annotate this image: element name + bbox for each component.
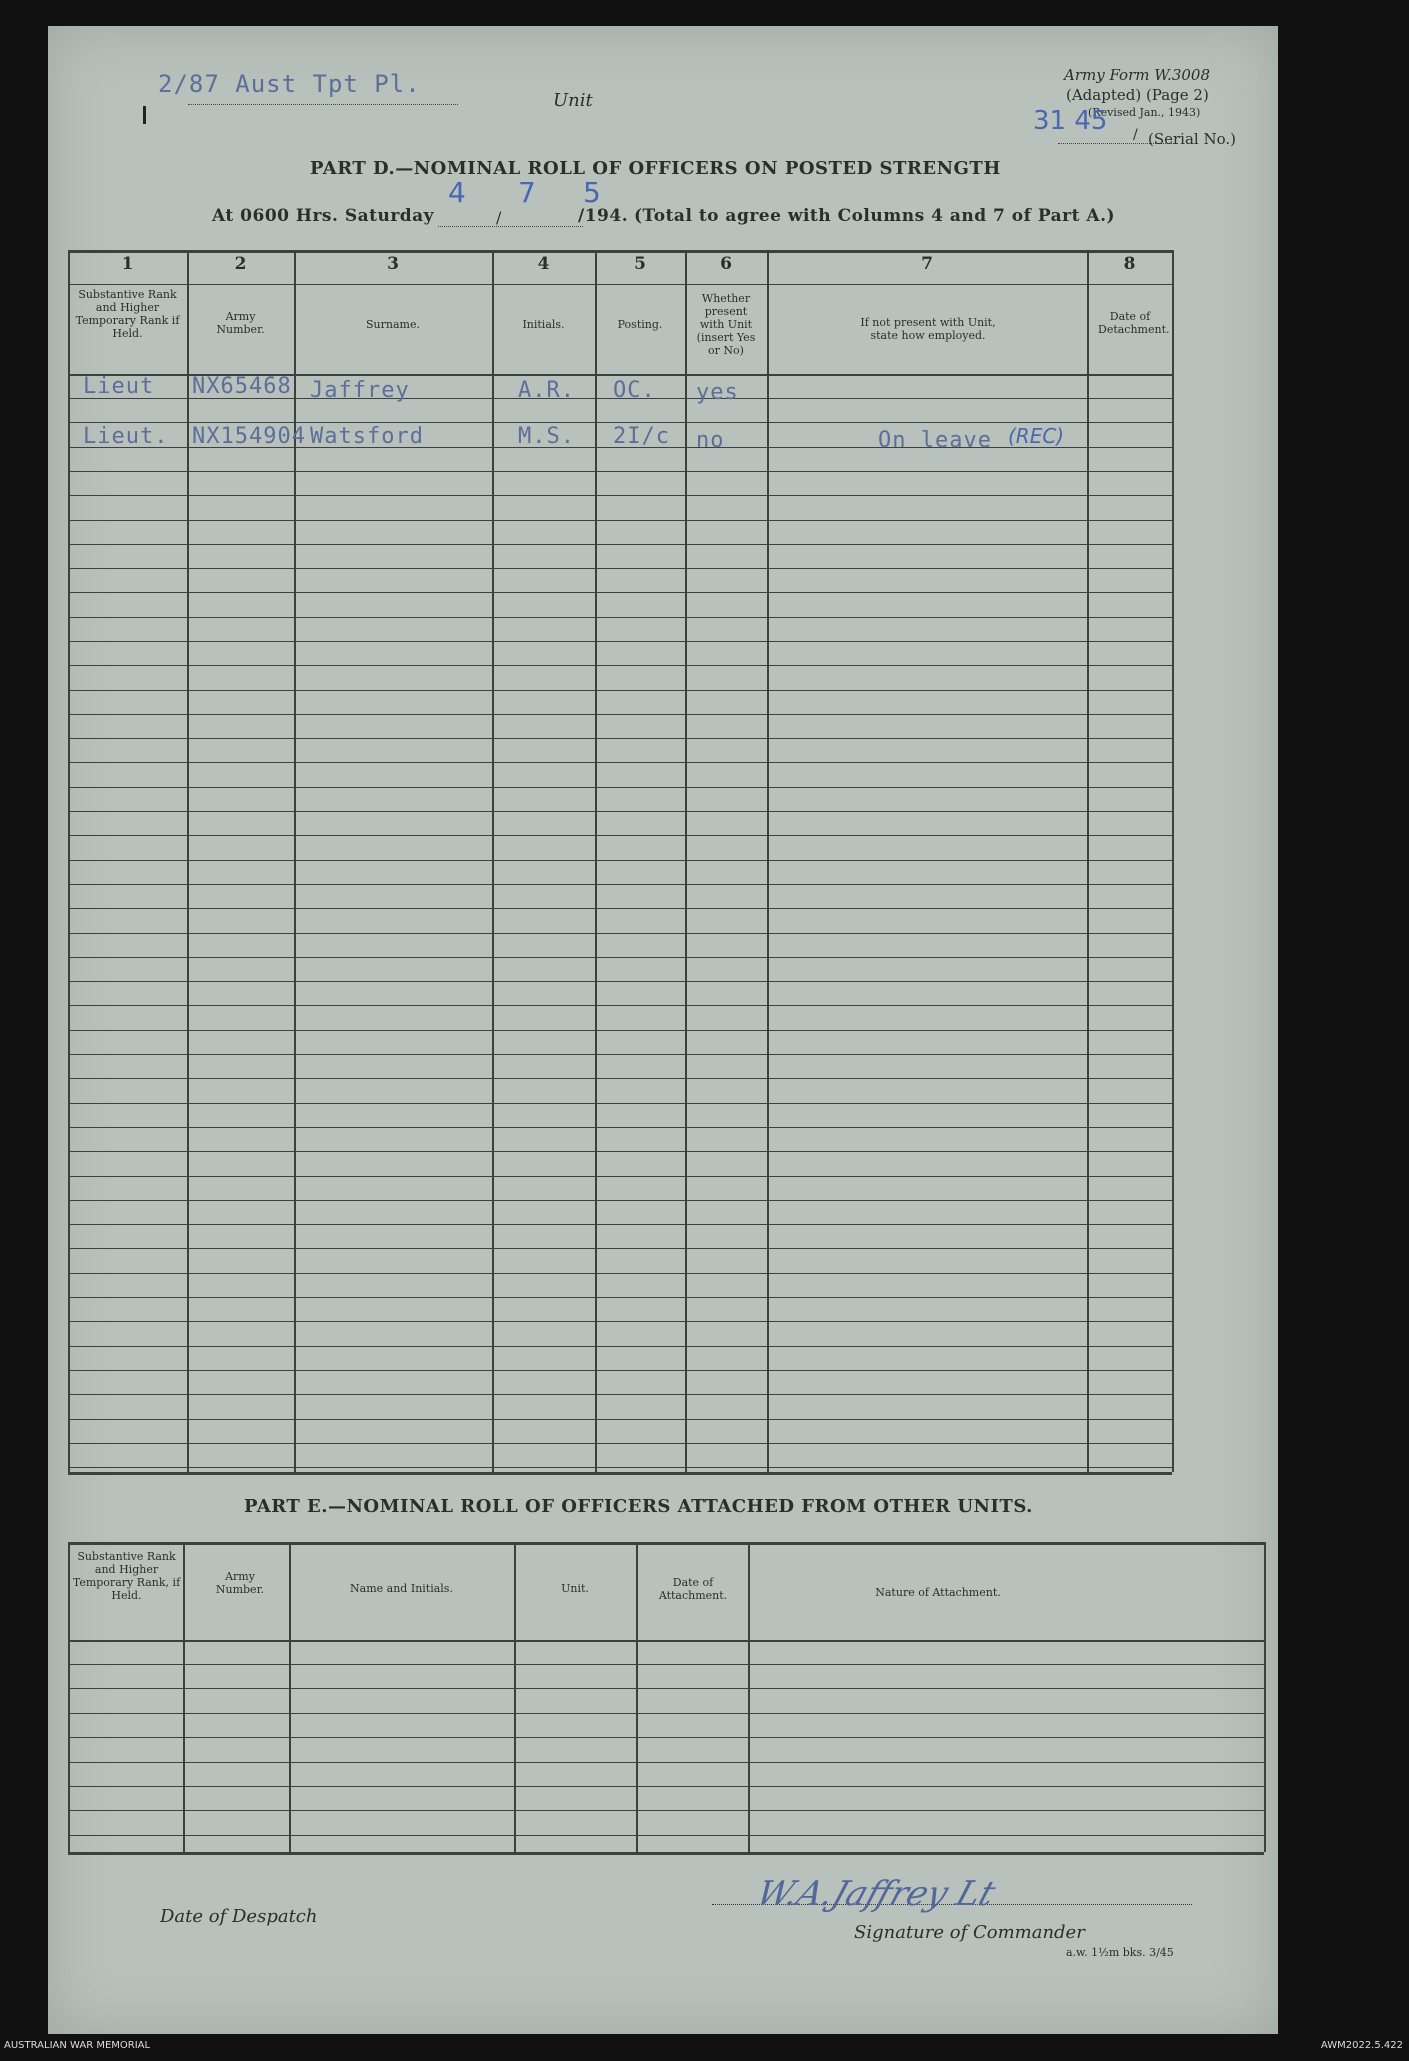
part-d-row-rule [68,1005,1172,1006]
row-1-surname: Jaffrey [310,378,410,403]
part-d-row-rule [68,1370,1172,1371]
part-d-col-5-num: 5 [634,254,646,274]
part-e-col-2-header: Army Number. [215,1570,265,1596]
part-d-col-rule [1172,250,1174,1472]
unit-dotted-line [188,104,458,105]
part-d-row-rule [68,787,1172,788]
part-d-row-rule [68,884,1172,885]
part-d-top-rule [68,250,1172,253]
part-d-row-rule [68,1103,1172,1104]
part-d-row-rule [68,1297,1172,1298]
row-2-employed: On leave [878,428,992,453]
part-d-col-1-num: 1 [121,254,134,274]
commander-signature: W.A.Jaffrey Lt [751,1874,1001,1914]
part-d-row-rule [68,1224,1172,1225]
row-2-number: NX154904 [192,424,306,449]
part-d-col-rule [492,250,494,1472]
date-year-digit: 5 [583,176,601,209]
row-2-surname: Watsford [310,424,424,449]
part-e-row-rule [68,1688,1264,1689]
part-d-col-7-num: 7 [921,254,933,274]
part-d-col-rule [1087,250,1089,1472]
punch-mark [143,106,146,124]
part-e-col-rule [183,1542,185,1852]
unit-label: Unit [553,90,593,111]
signature-of-commander-label: Signature of Commander [854,1922,1085,1943]
part-d-row-rule [68,762,1172,763]
part-d-col-rule [685,250,687,1472]
part-d-row-rule [68,1078,1172,1079]
part-d-row-rule [68,738,1172,739]
part-e-row-rule [68,1737,1264,1738]
credit-left: AUSTRALIAN WAR MEMORIAL [4,2040,151,2051]
part-d-row-rule [68,860,1172,861]
part-e-row-rule [68,1713,1264,1714]
part-e-top-rule [68,1542,1264,1545]
part-e-col-rule [1264,1542,1266,1852]
part-d-col-4-header: Initials. [522,318,565,331]
date-dotted-line [438,226,583,227]
part-d-col-8-header: Date of Detachment. [1098,310,1170,336]
date-day: 4 [448,176,466,209]
part-e-row-rule [68,1810,1264,1811]
part-d-row-rule [68,1030,1172,1031]
row-1-number: NX65468 [192,374,292,399]
row-2-present: no [696,428,725,453]
part-d-row-rule [68,617,1172,618]
part-d-row-rule [68,981,1172,982]
row-2-rank: Lieut. [83,424,169,449]
part-d-row-rule [68,1127,1172,1128]
unit-typed: 2/87 Aust Tpt Pl. [158,70,421,98]
part-d-row-rule [68,422,1172,423]
form-sheet: 2/87 Aust Tpt Pl. Unit Army Form W.3008 (Adapted) (Page 2) (Revised Jan., 1943) 31 45 / (Serial No.) PART D.—NOMINAL ROLL OF OFFICERS ON POSTED STRENGTH At 0600 Hrs. Saturday / 4 7 5 /194. (Total to agree with Columns 4 and 7 of Part A.) 1 2 3 4 5 6 7 8 Substantive Rank and Higher Temporary Rank if Held. Army Number. Surname. Initials. Posting. Whether present with Unit (insert Yes or No) If not present with Unit, state how employed. Date of Detachment. Lieut NX65468 Jaffrey A.R. OC. yes Lieut. NX154904 Watsford M.S. 2I/c no On leave (REC) PART E.—NOMINAL ROLL OF OFFICERS ATTACHED FROM OTHER UNITS. Substantive Rank and Higher Temporary Rank, if Held. Army Number. Name and Initials. Unit. Date of Attachment. Nature of Attachment. Date of Despatch W.A.Jaffrey Lt Signature of Commander a.w. 1½m bks. 3/45 [48,26,1278,2034]
part-d-col-2-header: Army Number. [216,310,265,336]
part-e-col-1-header: Substantive Rank and Higher Temporary Rank, if Held. [72,1550,181,1602]
part-e-col-rule [636,1542,638,1852]
part-d-col-rule [595,250,597,1472]
part-e-title: PART E.—NOMINAL ROLL OF OFFICERS ATTACHED FROM OTHER UNITS. [244,1496,1033,1517]
part-d-row-rule [68,592,1172,593]
print-code: a.w. 1½m bks. 3/45 [1066,1946,1174,1959]
form-name: Army Form W.3008 [1064,66,1210,84]
row-2-employed-note: (REC) [1008,424,1065,448]
part-d-row-rule [68,1467,1172,1468]
part-e-header-rule [68,1640,1264,1642]
row-2-posting: 2I/c [613,424,670,449]
part-d-row-rule [68,641,1172,642]
part-d-col-1-header: Substantive Rank and Higher Temporary Rank if Held. [75,288,180,340]
part-d-date-note: (Total to agree with Columns 4 and 7 of Part A.) [634,206,1116,226]
part-e-col-3-header: Name and Initials. [350,1582,453,1595]
part-e-col-6-header: Nature of Attachment. [875,1586,1001,1599]
part-d-col-7-header: If not present with Unit, state how employed. [860,316,996,342]
part-d-row-rule [68,1200,1172,1201]
part-d-col-3-num: 3 [387,254,399,274]
part-d-col-8-num: 8 [1123,254,1136,274]
part-d-row-rule [68,1346,1172,1347]
part-d-row-rule [68,811,1172,812]
date-of-despatch-label: Date of Despatch [160,1906,318,1927]
part-d-row-rule [68,520,1172,521]
part-e-col-5-header: Date of Attachment. [658,1576,728,1602]
part-d-num-rule [68,284,1172,285]
date-year-label: /194. [578,206,629,226]
part-e-row-rule [68,1762,1264,1763]
part-d-row-rule [68,568,1172,569]
part-d-row-rule [68,1321,1172,1322]
part-d-row-rule [68,471,1172,472]
part-d-row-rule [68,1054,1172,1055]
part-d-row-rule [68,1443,1172,1444]
part-d-row-rule [68,665,1172,666]
part-d-row-rule [68,495,1172,496]
part-d-row-rule [68,908,1172,909]
part-d-row-rule [68,1394,1172,1395]
part-d-row-rule [68,1151,1172,1152]
row-1-present: yes [696,380,739,405]
part-d-col-6-header: Whether present with Unit (insert Yes or No) [696,292,756,357]
part-d-date-prefix: At 0600 Hrs. Saturday [212,206,435,226]
row-1-initials: A.R. [518,378,575,403]
part-e-row-rule [68,1835,1264,1836]
part-d-row-rule [68,835,1172,836]
part-d-col-3-header: Surname. [366,318,420,331]
part-d-row-rule [68,933,1172,934]
part-d-col-2-num: 2 [234,254,247,274]
part-d-col-rule [187,250,189,1472]
row-1-posting: OC. [613,378,656,403]
part-d-col-5-header: Posting. [617,318,663,331]
part-d-title: PART D.—NOMINAL ROLL OF OFFICERS ON POSTED STRENGTH [310,158,1001,179]
part-d-row-rule [68,957,1172,958]
part-d-col-6-num: 6 [720,254,732,274]
form-revised: (Revised Jan., 1943) [1088,106,1201,119]
part-d-row-rule [68,1176,1172,1177]
date-month: 7 [518,176,536,209]
part-e-col-rule [748,1542,750,1852]
part-d-row-rule [68,690,1172,691]
part-e-row-rule [68,1664,1264,1665]
part-d-row-rule [68,1248,1172,1249]
part-d-col-4-num: 4 [537,254,550,274]
form-adapted: (Adapted) (Page 2) [1066,86,1209,104]
row-1-rank: Lieut [83,374,155,399]
part-d-bottom-rule [68,1472,1172,1475]
part-d-row-rule [68,714,1172,715]
part-e-col-4-header: Unit. [561,1582,589,1595]
credit-right: AWM2022.5.422 [1320,2040,1403,2051]
serial-number: 31 45 [1033,106,1108,136]
part-d-row-rule [68,1273,1172,1274]
part-d-col-rule [767,250,769,1472]
row-2-initials: M.S. [518,424,575,449]
part-d-row-rule [68,544,1172,545]
part-e-row-rule [68,1786,1264,1787]
part-d-row-rule [68,1419,1172,1420]
part-e-bottom-rule [68,1852,1264,1855]
part-d-col-rule [68,250,70,1472]
serial-label: (Serial No.) [1148,130,1236,148]
